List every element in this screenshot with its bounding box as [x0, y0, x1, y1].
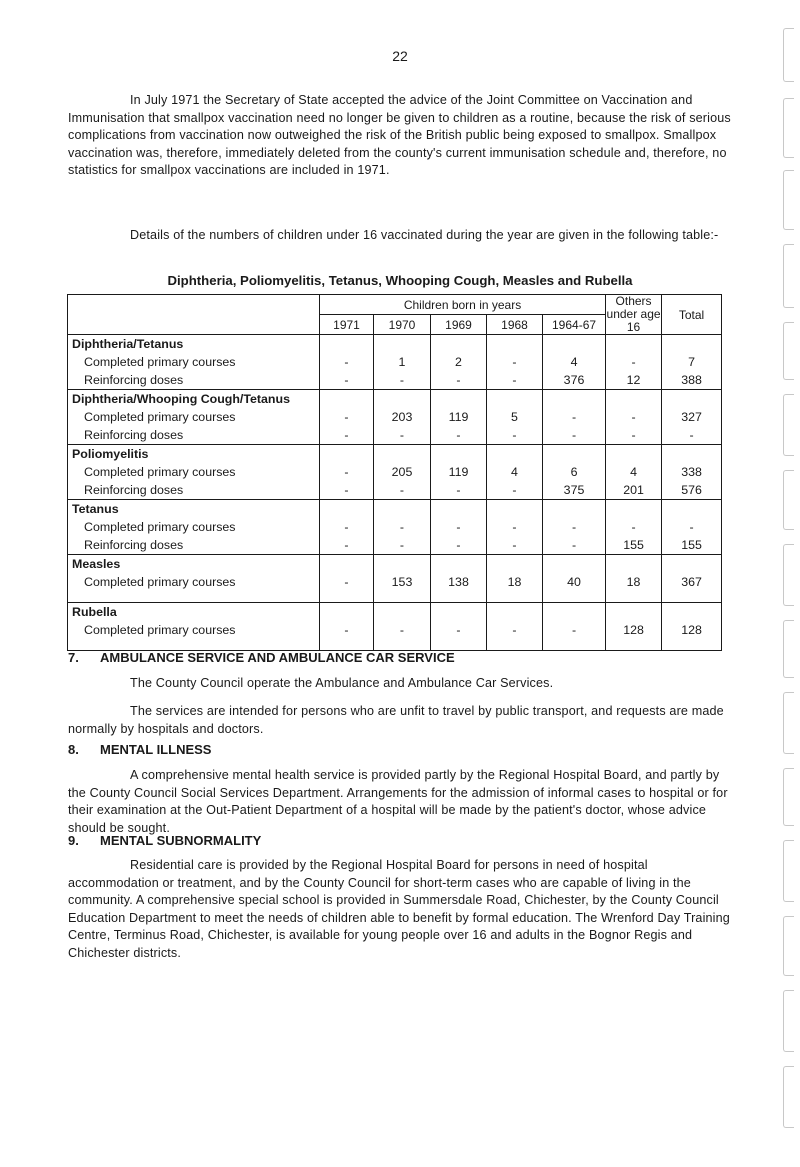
cell-value: -	[456, 483, 461, 497]
cell-spacer	[543, 335, 605, 353]
cell-spacer	[543, 445, 605, 463]
vaccination-table	[67, 294, 722, 651]
row-label: Reinforcing doses	[84, 428, 184, 442]
cell-value: -	[571, 538, 577, 552]
cell-value: 376	[563, 373, 585, 387]
cell-value: -	[344, 355, 349, 369]
value-cell	[320, 603, 374, 651]
cell-value: -	[512, 355, 517, 369]
cell-spacer	[487, 555, 542, 573]
cell-value: -	[344, 410, 349, 424]
section-number: 8.	[68, 742, 79, 757]
cell-value: -	[344, 465, 349, 479]
section-title: MENTAL ILLNESS	[100, 742, 212, 757]
value-cell	[374, 445, 431, 500]
cell-value: 128	[681, 623, 702, 637]
cell-value: -	[512, 520, 517, 534]
cell-value: 153	[391, 575, 413, 589]
section-number: 7.	[68, 650, 79, 665]
value-cell	[431, 390, 487, 445]
cell-value: 18	[626, 575, 641, 589]
group-heading: Poliomyelitis	[72, 447, 149, 461]
cell-value: -	[512, 623, 517, 637]
cell-value: 6	[570, 465, 578, 479]
table-title: Diphtheria, Poliomyelitis, Tetanus, Whooping Cough, Measles and Rubella	[167, 273, 633, 288]
cell-value: -	[399, 623, 405, 637]
header-year-1968: 1968	[487, 315, 543, 335]
cell-spacer	[320, 390, 373, 408]
cell-value: -	[344, 483, 349, 497]
value-cell	[431, 335, 487, 390]
value-cell	[431, 445, 487, 500]
cell-value: -	[399, 373, 405, 387]
cell-value: 12	[626, 373, 641, 387]
cell-spacer	[662, 335, 721, 353]
value-cell	[606, 500, 662, 555]
cell-spacer	[320, 555, 373, 573]
cell-value: -	[344, 520, 349, 534]
cell-value: -	[689, 428, 694, 442]
section-paragraph: A comprehensive mental health service is provided partly by the Regional Hospital Board, and partly by the County Council Social Services Department. Arrangements for the admission of informal cases to hospital or for their examination at the Out-Patient Department of a hospital will be made by the patient's doctor, whose advice should be sought.	[68, 768, 728, 835]
cell-value: -	[456, 428, 461, 442]
value-cell	[320, 500, 374, 555]
cell-value: -	[456, 373, 461, 387]
row-label: Completed primary courses	[84, 520, 236, 534]
value-cell	[662, 500, 722, 555]
value-cell	[606, 445, 662, 500]
row-label: Reinforcing doses	[84, 483, 184, 497]
value-cell	[662, 555, 722, 603]
value-cell	[487, 335, 543, 390]
table-row-poliomyelitis	[68, 445, 722, 500]
cell-value: -	[456, 623, 461, 637]
row-label-cell	[68, 335, 320, 390]
cell-spacer	[487, 500, 542, 518]
cell-spacer	[320, 603, 373, 621]
cell-value: -	[456, 520, 461, 534]
value-cell	[431, 603, 487, 651]
value-cell	[543, 390, 606, 445]
section-heading-ambulance-service-and-ambulance-car-service	[68, 650, 455, 665]
value-cell	[320, 390, 374, 445]
value-cell	[487, 390, 543, 445]
cell-value: 205	[391, 465, 413, 479]
value-cell	[374, 555, 431, 603]
scan-edge-mark	[783, 244, 794, 308]
value-cell	[543, 445, 606, 500]
value-cell	[606, 335, 662, 390]
header-total: Total	[662, 295, 722, 335]
table-row-diphtheria-whooping-cough-tetanus	[68, 390, 722, 445]
header-year-1969: 1969	[431, 315, 487, 335]
cell-value: -	[512, 428, 517, 442]
cell-spacer	[543, 390, 605, 408]
cell-value: -	[512, 373, 517, 387]
cell-spacer	[662, 445, 721, 463]
cell-value: 7	[688, 355, 695, 369]
value-cell	[543, 555, 606, 603]
row-label: Completed primary courses	[84, 355, 236, 369]
row-label: Completed primary courses	[84, 465, 236, 479]
cell-value: 4	[511, 465, 518, 479]
section-title: AMBULANCE SERVICE AND AMBULANCE CAR SERVICE	[100, 650, 455, 665]
cell-spacer	[487, 445, 542, 463]
cell-value: -	[344, 373, 349, 387]
value-cell	[374, 390, 431, 445]
cell-spacer	[374, 335, 430, 353]
cell-value: -	[571, 623, 577, 637]
cell-spacer	[374, 445, 430, 463]
cell-value: 2	[455, 355, 462, 369]
cell-value: -	[689, 520, 694, 534]
value-cell	[487, 603, 543, 651]
section-number: 9.	[68, 833, 79, 848]
value-cell	[487, 445, 543, 500]
cell-spacer	[431, 500, 486, 518]
scan-edge-mark	[783, 840, 794, 902]
cell-value: 5	[511, 410, 518, 424]
cell-spacer	[374, 603, 430, 621]
value-cell	[320, 335, 374, 390]
value-cell	[487, 500, 543, 555]
cell-value: -	[456, 538, 461, 552]
value-cell	[320, 555, 374, 603]
header-year-1971: 1971	[320, 315, 374, 335]
group-heading: Measles	[72, 557, 121, 571]
cell-value: -	[631, 428, 636, 442]
cell-value: 367	[681, 575, 702, 589]
intro-paragraph-smallpox: In July 1971 the Secretary of State accepted the advice of the Joint Committee on Vaccination and Immunisation that smallpox vaccination need no longer be given to children as a routine, because the risk of serious complications from vaccination now outweighed the risk of the British public being exposed to smallpox. Smallpox vaccination was, therefore, immediately deleted from the county's current immunisation schedule and, therefore, no statistics for smallpox vaccinations are included in 1971.	[68, 93, 731, 177]
value-cell	[662, 390, 722, 445]
cell-spacer	[431, 603, 486, 621]
table-row-rubella	[68, 603, 722, 651]
cell-spacer	[606, 445, 661, 463]
section-paragraph: Residential care is provided by the Regional Hospital Board for persons in need of hospital accommodation or treatment, and by the County Council for short-term cases who are capable of living in the community. A comprehensive special school is provided in Summersdale Road, Chichester, by the County Council Education Department to meet the needs of children able to benefit by formal education. The Wrenford Day Training Centre, Terminus Road, Chichester, is available for young people over 16 and adults in the Bognor Regis and Chichester districts.	[68, 858, 730, 960]
intro-paragraph-details: Details of the numbers of children under 16 vaccinated during the year are given in the following table:-	[130, 228, 719, 242]
row-label-cell	[68, 555, 320, 603]
section-paragraph: The County Council operate the Ambulance and Ambulance Car Services.	[130, 676, 554, 690]
value-cell	[662, 603, 722, 651]
cell-spacer	[487, 603, 542, 621]
header-children-born: Children born in years	[320, 295, 606, 315]
cell-value: -	[344, 538, 349, 552]
header-others: Others under age 16	[606, 294, 661, 334]
row-label: Completed primary courses	[84, 575, 236, 589]
cell-value: 128	[623, 623, 644, 637]
header-year-1964-67: 1964-67	[543, 315, 606, 335]
cell-spacer	[606, 500, 661, 518]
cell-spacer	[662, 390, 721, 408]
cell-value: 203	[391, 410, 413, 424]
cell-spacer	[487, 390, 542, 408]
cell-value: 338	[681, 465, 702, 479]
scan-edge-mark	[783, 28, 794, 82]
value-cell	[543, 335, 606, 390]
value-cell	[431, 500, 487, 555]
table-row-diphtheria-tetanus	[68, 335, 722, 390]
row-label-cell	[68, 445, 320, 500]
cell-spacer	[606, 335, 661, 353]
value-cell	[606, 555, 662, 603]
row-label-cell	[68, 500, 320, 555]
row-label: Reinforcing doses	[84, 373, 184, 387]
section-heading-mental-illness	[68, 742, 211, 757]
cell-value: -	[512, 538, 517, 552]
value-cell	[606, 390, 662, 445]
cell-spacer	[320, 500, 373, 518]
scan-edge-mark	[783, 916, 794, 976]
cell-spacer	[662, 555, 721, 573]
scan-edge-mark	[783, 692, 794, 754]
cell-value: 576	[681, 483, 702, 497]
cell-spacer	[606, 603, 661, 621]
cell-spacer	[374, 555, 430, 573]
scan-edge-mark	[783, 990, 794, 1052]
scan-edge-mark	[783, 1066, 794, 1128]
cell-value: 327	[681, 410, 702, 424]
cell-value: -	[571, 520, 577, 534]
cell-value: -	[631, 410, 636, 424]
cell-value: -	[399, 428, 405, 442]
value-cell	[606, 603, 662, 651]
cell-spacer	[662, 603, 721, 621]
cell-spacer	[320, 335, 373, 353]
cell-value: -	[571, 410, 577, 424]
cell-value: -	[631, 355, 636, 369]
scan-edge-mark	[783, 768, 794, 826]
value-cell	[543, 500, 606, 555]
cell-spacer	[374, 500, 430, 518]
cell-spacer	[431, 390, 486, 408]
table-row-measles	[68, 555, 722, 603]
cell-value: 155	[681, 538, 702, 552]
group-heading: Diphtheria/Tetanus	[72, 337, 184, 351]
cell-spacer	[606, 390, 661, 408]
cell-spacer	[431, 335, 486, 353]
row-label-cell	[68, 390, 320, 445]
cell-spacer	[431, 445, 486, 463]
row-label: Completed primary courses	[84, 410, 236, 424]
cell-value: -	[399, 538, 405, 552]
cell-value: -	[399, 520, 405, 534]
scan-edge-mark	[783, 620, 794, 678]
value-cell	[374, 500, 431, 555]
cell-value: 119	[448, 465, 469, 479]
scan-edge-mark	[783, 544, 794, 606]
cell-spacer	[487, 335, 542, 353]
scan-edge-mark	[783, 170, 794, 230]
cell-spacer	[543, 603, 605, 621]
value-cell	[487, 555, 543, 603]
row-label: Reinforcing doses	[84, 538, 184, 552]
section-paragraph: The services are intended for persons who are unfit to travel by public transport, and requests are made normally by hospitals and doctors.	[68, 704, 724, 736]
scan-edge-mark	[783, 470, 794, 530]
value-cell	[431, 555, 487, 603]
section-title: MENTAL SUBNORMALITY	[100, 833, 262, 848]
cell-spacer	[431, 555, 486, 573]
cell-value: 155	[623, 538, 644, 552]
cell-value: 138	[448, 575, 469, 589]
cell-value: 40	[567, 575, 581, 589]
table-row-tetanus	[68, 500, 722, 555]
value-cell	[374, 335, 431, 390]
cell-value: 18	[507, 575, 522, 589]
cell-spacer	[374, 390, 430, 408]
scan-edge-mark	[783, 98, 794, 158]
cell-value: -	[344, 575, 349, 589]
section-heading-mental-subnormality	[68, 833, 261, 848]
cell-value: -	[571, 428, 577, 442]
scan-edge-mark	[783, 322, 794, 380]
scan-edge-mark	[783, 394, 794, 456]
group-heading: Tetanus	[72, 502, 119, 516]
value-cell	[662, 445, 722, 500]
cell-spacer	[606, 555, 661, 573]
cell-value: -	[399, 483, 405, 497]
value-cell	[374, 603, 431, 651]
cell-value: -	[344, 623, 349, 637]
cell-value: 388	[681, 373, 702, 387]
cell-value: 4	[630, 465, 637, 479]
cell-value: 201	[623, 483, 644, 497]
group-heading: Diphtheria/Whooping Cough/Tetanus	[72, 392, 290, 406]
row-label-cell	[68, 603, 320, 651]
cell-value: -	[344, 428, 349, 442]
cell-value: 4	[570, 355, 578, 369]
cell-spacer	[543, 500, 605, 518]
header-year-1970: 1970	[374, 315, 431, 335]
header-blank	[68, 295, 320, 335]
cell-spacer	[320, 445, 373, 463]
cell-value: 1	[398, 355, 406, 369]
cell-value: 375	[563, 483, 585, 497]
page-number: 22	[392, 48, 408, 64]
cell-value: 119	[448, 410, 469, 424]
row-label: Completed primary courses	[84, 623, 236, 637]
value-cell	[320, 445, 374, 500]
cell-value: -	[512, 483, 517, 497]
group-heading: Rubella	[72, 605, 117, 619]
cell-value: -	[631, 520, 636, 534]
value-cell	[543, 603, 606, 651]
cell-spacer	[662, 500, 721, 518]
cell-spacer	[543, 555, 605, 573]
value-cell	[662, 335, 722, 390]
